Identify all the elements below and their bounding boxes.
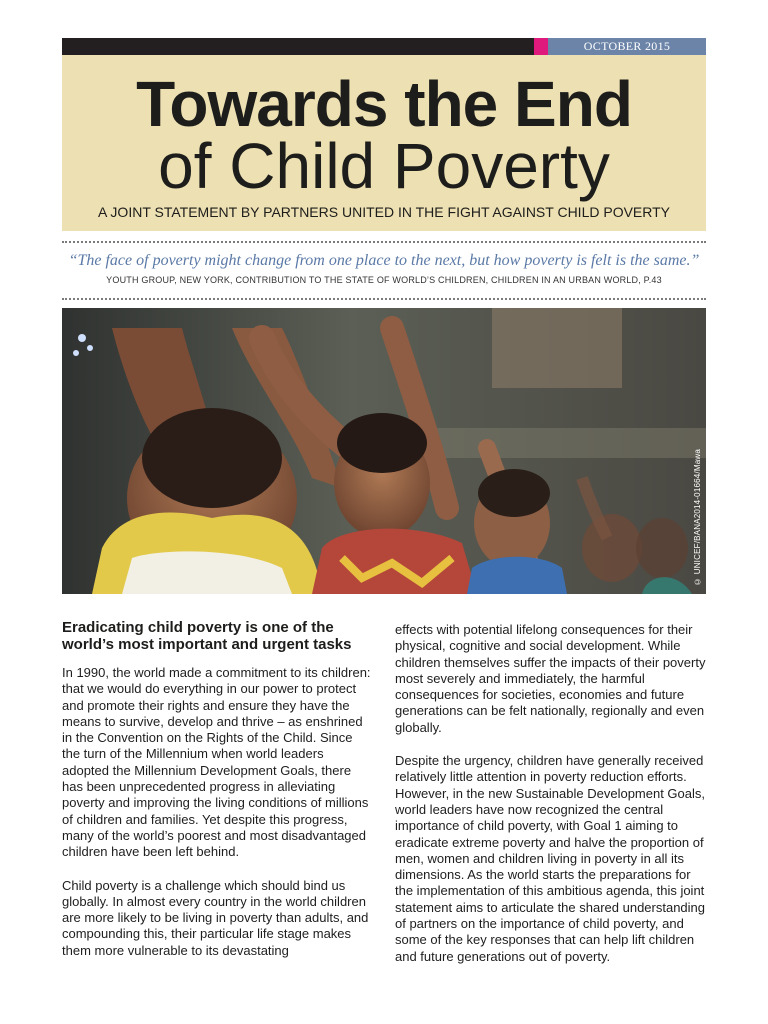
subtitle: A JOINT STATEMENT BY PARTNERS UNITED IN THE FIGHT AGAINST CHILD POVERTY (97, 204, 671, 220)
issue-date: OCTOBER 2015 (548, 38, 706, 55)
right-paragraph-1: effects with potential lifelong consequences for their physical, cognitive and social development. While children themselves suffer the impacts of their poverty most severely and immediately, the harmful consequences for societies, economies and future generations can be felt nationally, regionally and even globally. (395, 622, 706, 735)
quote-source: YOUTH GROUP, NEW YORK, CONTRIBUTION TO THE STATE OF WORLD’S CHILDREN, CHILDREN IN AN URBAN WORLD, P.43 (106, 275, 662, 285)
left-paragraph-2: Child poverty is a challenge which should bind us globally. In almost every country in the world children are more likely to be living in poverty than adults, and compounding this, their particular life stage makes them more vulnerable to its devastating (62, 877, 369, 958)
divider-bottom (62, 298, 706, 300)
divider-top (62, 241, 706, 243)
title-line-2: of Child Poverty (158, 130, 610, 202)
pull-quote: “The face of poverty might change from one place to the next, but how poverty is felt is the same.” (68, 252, 700, 269)
top-bar (62, 38, 706, 55)
photo-credit: © UNICEF/BANA2014-01664/Mawa (693, 449, 702, 586)
right-column (395, 622, 707, 982)
title-line-1: Towards the End (136, 68, 632, 140)
right-paragraph-2: Despite the urgency, children have generally received relatively little attention in poverty reduction efforts. However, in the new Sustainable Development Goals, world leaders have now recognized the central importance of child poverty, with Goal 1 aiming to eradicate extreme poverty and halve the proportion of men, women and children living in poverty in all its dimensions. As the world starts the preparations for the implementation of this ambitious agenda, this joint statement aims to articulate the shared understanding of partners on the importance of child poverty, and some of the key responses that can help lift children and future generations out of poverty. (395, 753, 706, 964)
title-banner (62, 55, 706, 231)
photo-illustration (62, 308, 706, 594)
left-paragraph-1: In 1990, the world made a commitment to its children: that we would do everything in our power to protect and promote their rights and ensure they have the means to survive, develop and thrive – as enshrined in the Convention on the Rights of the Child. Since the turn of the Millennium when world leaders adopted the Millennium Development Goals, there has been unprecedented progress in alleviating poverty and improving the living conditions of millions of children and families. Yet despite this progress, many of the world’s poorest and most disadvantaged children have been left behind. (62, 665, 371, 860)
children-photo (62, 308, 706, 594)
article-heading: Eradicating child poverty is one of the world’s most important and urgent tasks (62, 619, 352, 653)
accent-block (534, 38, 548, 55)
left-column (62, 620, 374, 976)
